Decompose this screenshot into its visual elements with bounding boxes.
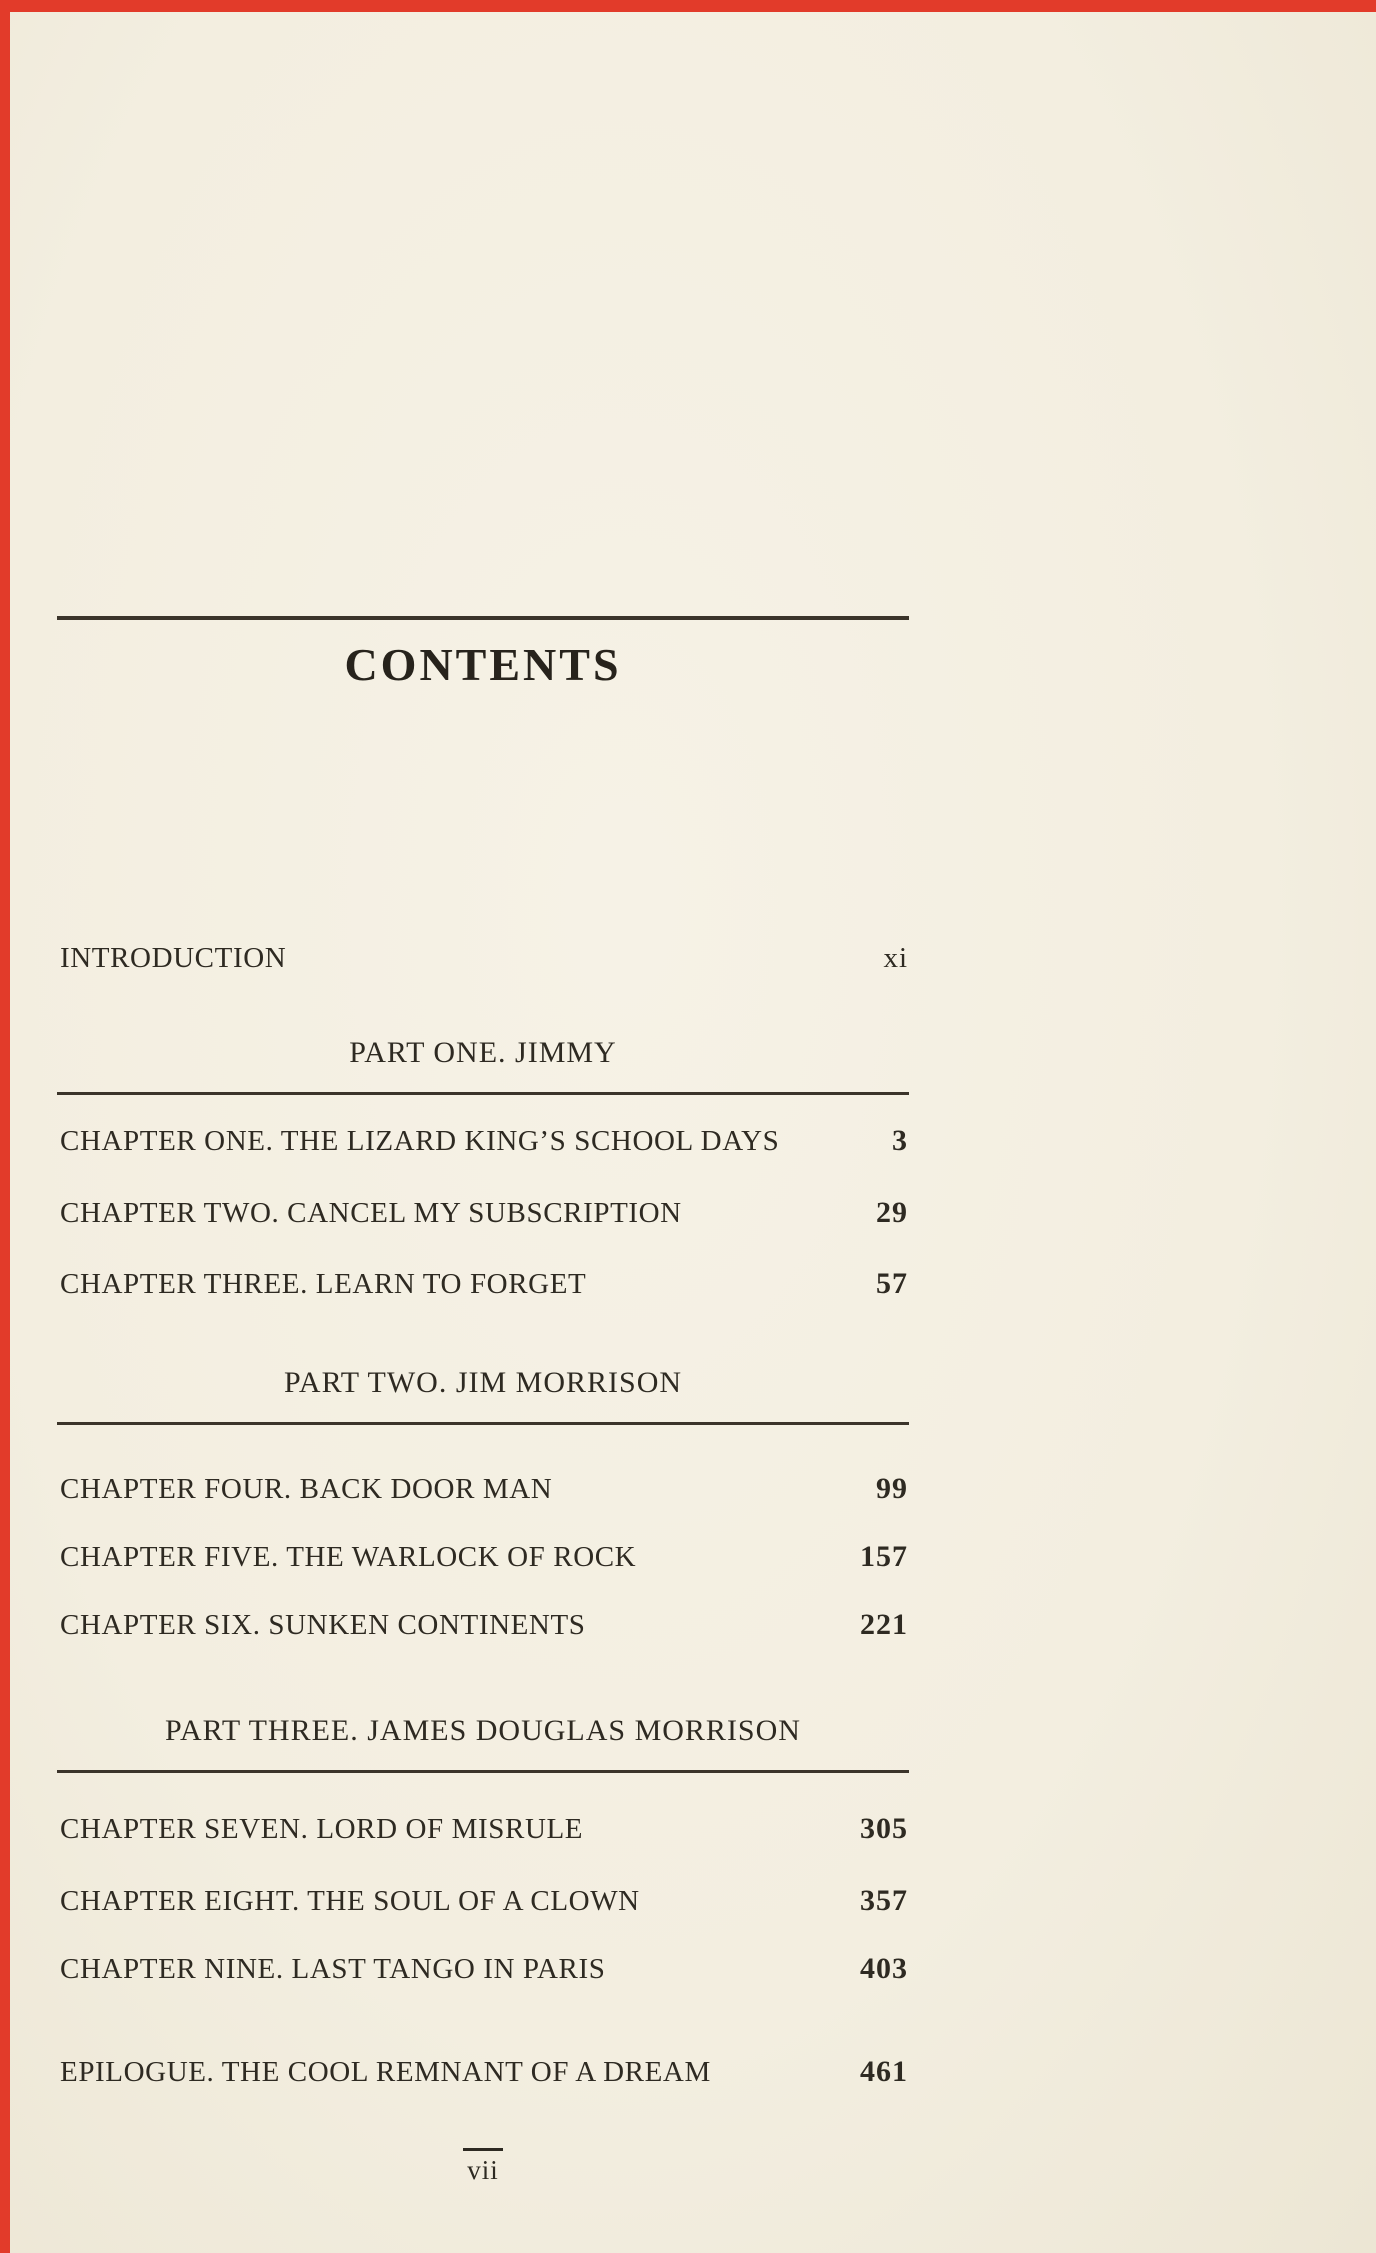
folio-container [57, 2148, 909, 2186]
toc-entry-page: 305 [860, 1812, 908, 1845]
toc-entry-chapter-five [60, 1540, 908, 1574]
part-one-heading: PART ONE. JIMMY [349, 1036, 617, 1069]
page-title: CONTENTS [344, 639, 622, 690]
toc-entry-page: 403 [860, 1952, 908, 1985]
toc-entry-page: 3 [892, 1124, 908, 1157]
toc-entry-page: 357 [860, 1884, 908, 1917]
toc-entry-epilogue [60, 2055, 908, 2089]
toc-entry-label: CHAPTER EIGHT. THE SOUL OF A CLOWN [60, 1885, 640, 1917]
toc-entry-label: CHAPTER THREE. LEARN TO FORGET [60, 1268, 587, 1300]
page-edge-left [0, 0, 10, 2253]
toc-entry-page: 461 [860, 2055, 908, 2088]
toc-entry-chapter-one [60, 1124, 908, 1158]
toc-entry-page: 157 [860, 1540, 908, 1573]
toc-entry-chapter-seven [60, 1812, 908, 1846]
toc-entry-chapter-eight [60, 1884, 908, 1918]
toc-entry-label: INTRODUCTION [60, 942, 287, 974]
title-rule [57, 616, 909, 620]
toc-entry-introduction [60, 942, 908, 975]
toc-entry-page: 57 [876, 1267, 908, 1300]
part-three-heading: PART THREE. JAMES DOUGLAS MORRISON [165, 1714, 801, 1747]
page-folio: vii [463, 2148, 503, 2186]
toc-entry-page: 221 [860, 1608, 908, 1641]
toc-entry-chapter-four [60, 1472, 908, 1506]
toc-entry-label: EPILOGUE. THE COOL REMNANT OF A DREAM [60, 2056, 711, 2088]
toc-entry-chapter-two [60, 1196, 908, 1230]
toc-entry-label: CHAPTER FIVE. THE WARLOCK OF ROCK [60, 1541, 637, 1573]
toc-entry-chapter-nine [60, 1952, 908, 1986]
toc-entry-chapter-three [60, 1267, 908, 1301]
toc-entry-label: CHAPTER TWO. CANCEL MY SUBSCRIPTION [60, 1197, 682, 1229]
part-one-rule [57, 1092, 909, 1095]
part-two-heading: PART TWO. JIM MORRISON [283, 1366, 683, 1399]
toc-entry-page: 99 [876, 1472, 908, 1505]
toc-entry-label: CHAPTER SEVEN. LORD OF MISRULE [60, 1813, 584, 1845]
part-two-rule [57, 1422, 909, 1425]
toc-entry-label: CHAPTER NINE. LAST TANGO IN PARIS [60, 1953, 606, 1985]
toc-entry-label: CHAPTER ONE. THE LIZARD KING’S SCHOOL DAYS [60, 1125, 780, 1157]
toc-entry-label: CHAPTER SIX. SUNKEN CONTINENTS [60, 1609, 586, 1641]
toc-entry-page: 29 [876, 1196, 908, 1229]
part-three-rule [57, 1770, 909, 1773]
toc-entry-chapter-six [60, 1608, 908, 1642]
toc-entry-label: CHAPTER FOUR. BACK DOOR MAN [60, 1473, 553, 1505]
page-edge-top [0, 0, 1376, 12]
toc-entry-page: xi [883, 942, 908, 974]
